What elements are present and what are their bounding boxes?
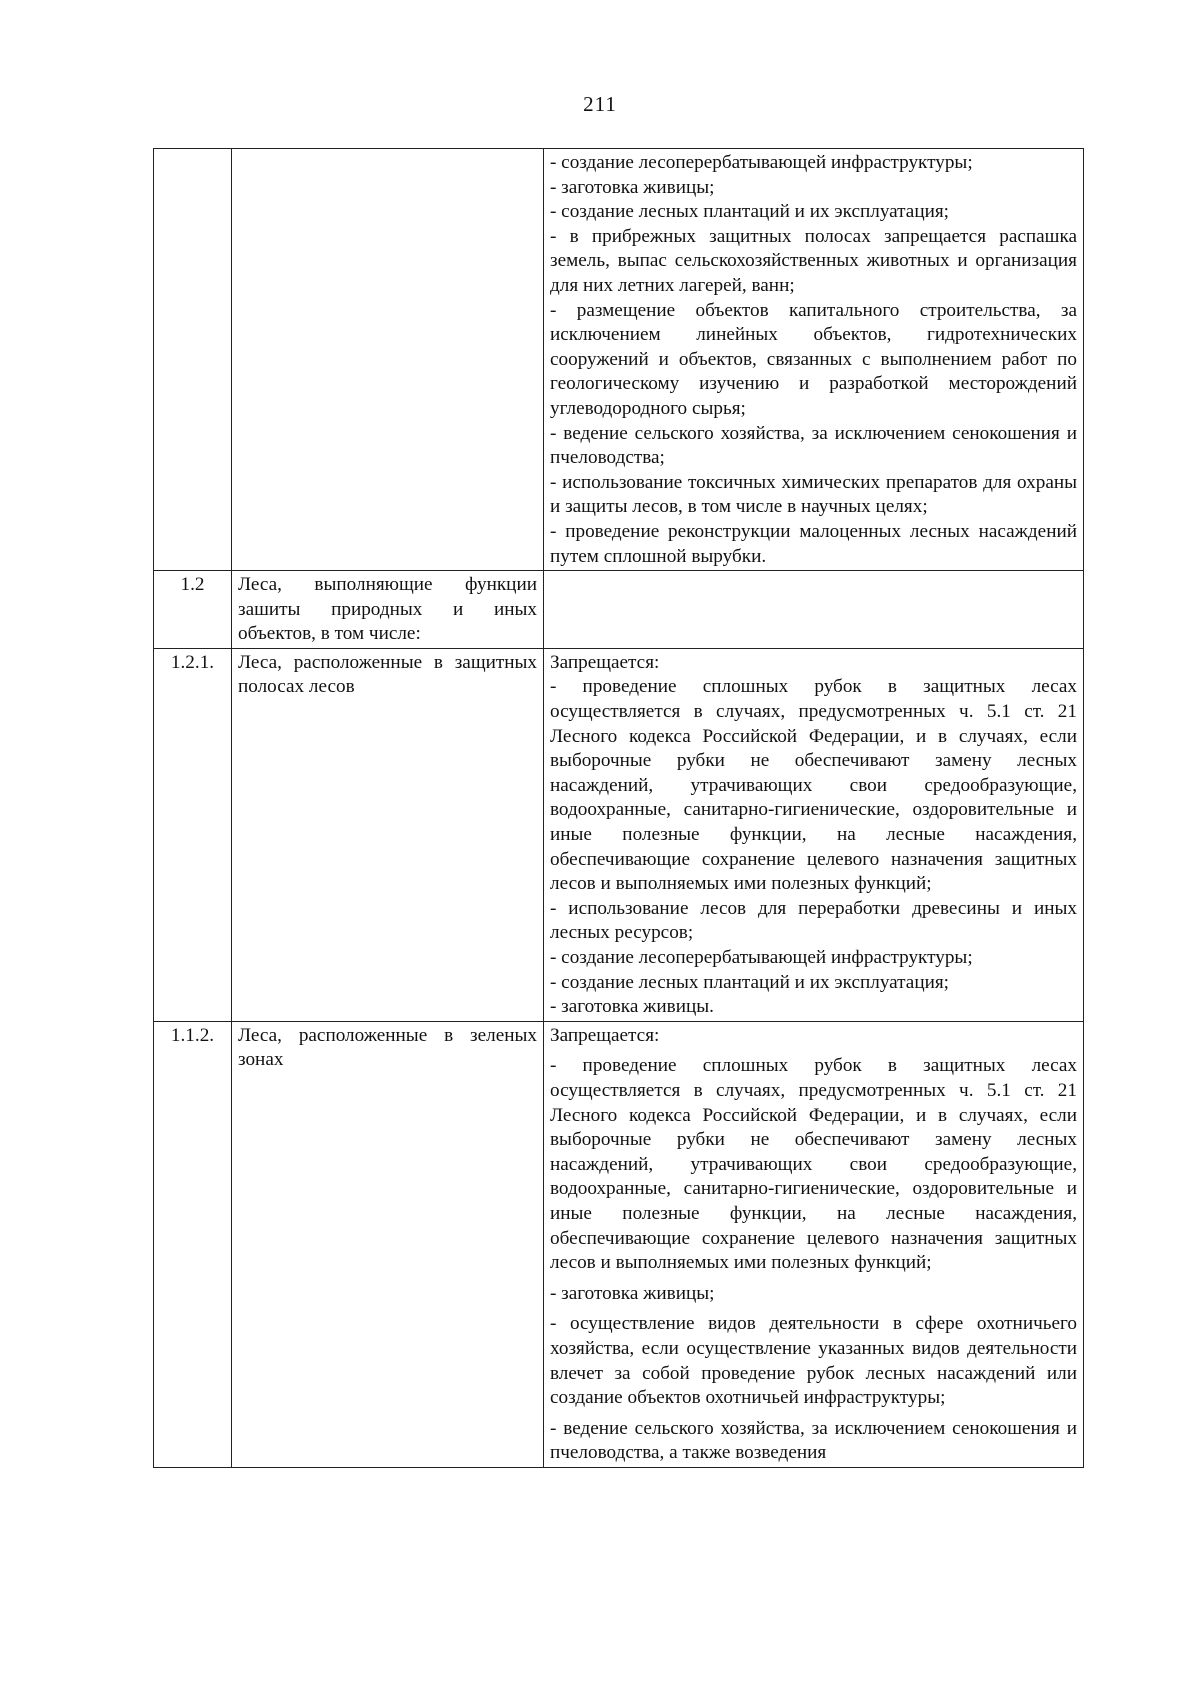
restriction-heading: Запрещается:	[550, 651, 660, 673]
row-name: Леса, выполняющие функции зашиты природных и иных объектов, в том числе:	[232, 571, 544, 649]
restriction-item: - создание лесных плантаций и их эксплуатация;	[550, 971, 950, 993]
restriction-item: - осуществление видов деятельности в сфере охотничьего хозяйства, если осуществление указанных видов деятельности влечет за собой проведение рубок лесных насаждений или создание объектов охотничьей инфраструктуры;	[550, 1313, 1077, 1409]
row-number: 1.2.1.	[154, 648, 232, 1021]
row-name: Леса, расположенные в зеленых зонах	[232, 1021, 544, 1467]
restriction-item: - заготовка живицы.	[550, 996, 714, 1018]
restriction-item: - ведение сельского хозяйства, за исключением сенокошения и пчеловодства;	[550, 422, 1077, 469]
restriction-heading: Запрещается:	[550, 1024, 660, 1046]
row-restrictions	[544, 648, 1084, 1021]
restriction-item: - проведение сплошных рубок в защитных лесах осуществляется в случаях, предусмотренных ч. 5.1 ст. 21 Лесного кодекса Российской Федерации, и в случаях, если выборочные рубки не обеспечивают замену лесных насаждений, утрачивающих свои средообразующие, водоохранные, санитарно-гигиенические, оздоровительные и иные полезные функции, на лесные насаждения, обеспечивающие сохранение целевого назначения защитных лесов и выполняемых ими полезных функций;	[550, 1055, 1077, 1274]
restriction-item: - размещение объектов капитального строительства, за исключением линейных объектов, гидротехнических сооружений и объектов, связанных с выполнением работ по геологическому изучению и разработкой месторождений углеводородного сырья;	[550, 299, 1077, 419]
restriction-item: - в прибрежных защитных полосах запрещается распашка земель, выпас сельскохозяйственных животных и организация для них летних лагерей, ванн;	[550, 225, 1077, 296]
restriction-item: - проведение реконструкции малоценных лесных насаждений путем сплошной вырубки.	[550, 520, 1077, 567]
row-number: 1.2	[154, 571, 232, 649]
row-name	[232, 149, 544, 571]
restriction-item: - заготовка живицы;	[550, 176, 715, 198]
row-name: Леса, расположенные в защитных полосах лесов	[232, 648, 544, 1021]
row-restrictions	[544, 571, 1084, 649]
row-number: 1.1.2.	[154, 1021, 232, 1467]
restriction-item: - создание лесных плантаций и их эксплуатация;	[550, 201, 950, 223]
table-row	[154, 648, 1084, 1021]
page-number: 211	[583, 92, 617, 116]
restriction-item: - использование лесов для переработки древесины и иных лесных ресурсов;	[550, 897, 1077, 944]
row-number	[154, 149, 232, 571]
row-restrictions	[544, 1021, 1084, 1467]
restriction-item: - проведение сплошных рубок в защитных лесах осуществляется в случаях, предусмотренных ч. 5.1 ст. 21 Лесного кодекса Российской Федерации, и в случаях, если выборочные рубки не обеспечивают замену лесных насаждений, утрачивающих свои средообразующие, водоохранные, санитарно-гигиенические, оздоровительные и иные полезные функции, на лесные насаждения, обеспечивающие сохранение целевого назначения защитных лесов и выполняемых ими полезных функций;	[550, 676, 1077, 895]
restrictions-table	[153, 148, 1084, 1468]
table-row	[154, 1021, 1084, 1467]
restriction-item: - создание лесоперербатывающей инфраструктуры;	[550, 152, 973, 173]
table-row	[154, 149, 1084, 571]
row-restrictions	[544, 149, 1084, 571]
restriction-item: - использование токсичных химических препаратов для охраны и защиты лесов, в том числе в научных целях;	[550, 471, 1077, 518]
table-row	[154, 571, 1084, 649]
restriction-item: - ведение сельского хозяйства, за исключением сенокошения и пчеловодства, а также возведения	[550, 1417, 1077, 1464]
restriction-item: - заготовка живицы;	[550, 1282, 715, 1304]
restriction-item: - создание лесоперербатывающей инфраструктуры;	[550, 947, 973, 968]
